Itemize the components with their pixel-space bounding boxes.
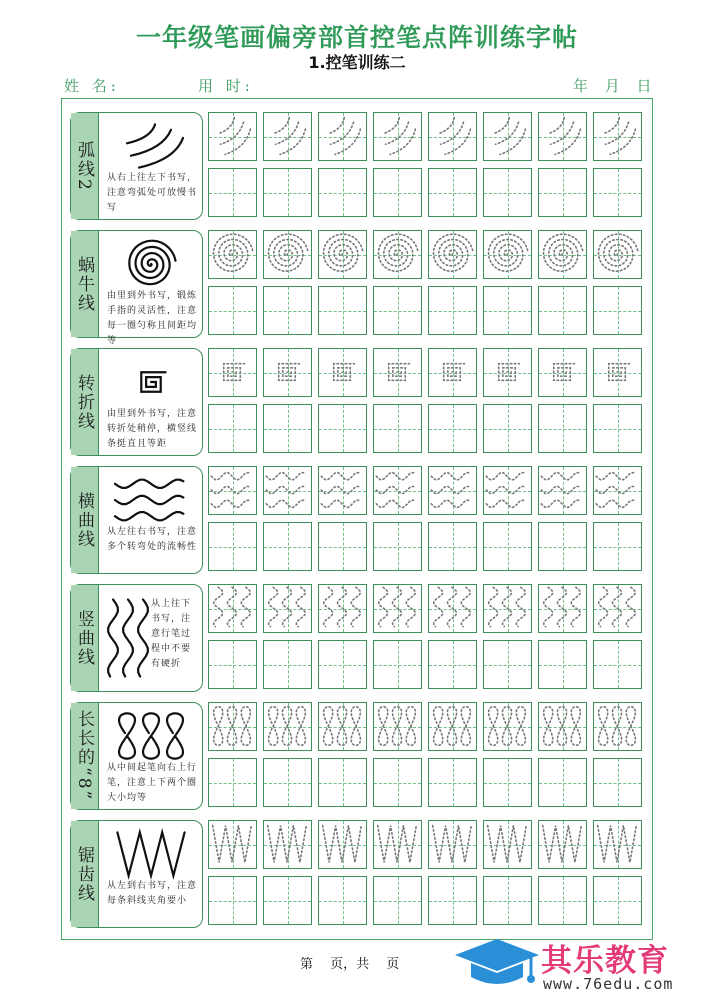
dotted-arc-strokes-icon [484, 113, 530, 159]
practice-grid [208, 112, 648, 220]
stroke-name: 长长的“8” [74, 710, 94, 802]
trace-cell[interactable] [318, 466, 367, 515]
brand-logo [451, 933, 706, 997]
zigzag-icon [111, 827, 191, 881]
arc-strokes-icon [111, 119, 191, 173]
dotted-vertical-wave-icon [429, 585, 475, 631]
trace-cell[interactable] [483, 584, 532, 633]
trace-cell[interactable] [428, 112, 477, 161]
trace-cell[interactable] [373, 466, 422, 515]
trace-cell[interactable] [538, 230, 587, 279]
trace-cell[interactable] [208, 348, 257, 397]
practice-row [70, 584, 650, 692]
stroke-name: 竖曲线 [74, 609, 94, 667]
blank-practice-cell[interactable] [373, 640, 422, 689]
stroke-name-tab [71, 585, 99, 691]
dotted-arc-strokes-icon [429, 113, 475, 159]
trace-cell[interactable] [373, 112, 422, 161]
blank-practice-cell[interactable] [318, 404, 367, 453]
dotted-spiral-icon [429, 231, 475, 277]
blank-practice-cell[interactable] [483, 876, 532, 925]
blank-practice-cell[interactable] [483, 758, 532, 807]
blank-practice-cell[interactable] [208, 404, 257, 453]
blank-practice-cell[interactable] [208, 522, 257, 571]
dotted-vertical-wave-icon [539, 585, 585, 631]
practice-grid [208, 348, 648, 456]
trace-cell[interactable] [538, 702, 587, 751]
trace-cell[interactable] [593, 584, 642, 633]
stroke-name-tab [71, 467, 99, 573]
blank-practice-cell[interactable] [373, 286, 422, 335]
practice-grid [208, 230, 648, 338]
blank-practice-cell[interactable] [428, 758, 477, 807]
stroke-name: 蜗牛线 [74, 255, 94, 313]
dotted-spiral-icon [264, 231, 310, 277]
trace-cell[interactable] [428, 230, 477, 279]
trace-cell[interactable] [428, 584, 477, 633]
blank-practice-cell[interactable] [428, 640, 477, 689]
trace-cell[interactable] [593, 702, 642, 751]
trace-cell[interactable] [538, 112, 587, 161]
blank-practice-cell[interactable] [538, 758, 587, 807]
blank-practice-cell[interactable] [263, 286, 312, 335]
trace-cell[interactable] [593, 348, 642, 397]
trace-cell[interactable] [263, 112, 312, 161]
blank-practice-cell[interactable] [208, 640, 257, 689]
trace-cell[interactable] [263, 348, 312, 397]
date-field-label: 年 月 日 [573, 77, 652, 95]
square-spiral-icon [111, 355, 191, 409]
blank-practice-cell[interactable] [373, 758, 422, 807]
dotted-zigzag-icon [209, 821, 255, 867]
logo-url: www.76edu.com [543, 975, 674, 993]
vertical-wave-icon [103, 595, 153, 685]
blank-practice-cell[interactable] [538, 286, 587, 335]
trace-cell[interactable] [428, 702, 477, 751]
spiral-icon [111, 237, 191, 291]
dotted-figure-eight-icon [209, 703, 255, 749]
practice-row [70, 820, 650, 928]
blank-practice-cell[interactable] [208, 758, 257, 807]
practice-grid [208, 820, 648, 928]
trace-cell[interactable] [373, 584, 422, 633]
trace-cell[interactable] [263, 466, 312, 515]
page-subtitle: 1.控笔训练二 [308, 53, 406, 72]
trace-cell[interactable] [263, 584, 312, 633]
trace-cell[interactable] [483, 348, 532, 397]
blank-practice-cell[interactable] [318, 522, 367, 571]
dotted-zigzag-icon [374, 821, 420, 867]
stroke-instruction: 从左到右书写，注意每条斜线夹角要小 [107, 881, 198, 906]
trace-cell[interactable] [208, 112, 257, 161]
blank-practice-cell[interactable] [263, 640, 312, 689]
blank-practice-cell[interactable] [318, 640, 367, 689]
blank-practice-cell[interactable] [593, 522, 642, 571]
stroke-name: 锯齿线 [74, 845, 94, 903]
trace-cell[interactable] [428, 466, 477, 515]
dotted-figure-eight-icon [594, 703, 640, 749]
dotted-spiral-icon [319, 231, 365, 277]
blank-practice-cell[interactable] [373, 876, 422, 925]
trace-cell[interactable] [263, 230, 312, 279]
blank-practice-cell[interactable] [318, 286, 367, 335]
dotted-arc-strokes-icon [374, 113, 420, 159]
blank-practice-cell[interactable] [318, 168, 367, 217]
dotted-vertical-wave-icon [374, 585, 420, 631]
stroke-name: 转折线 [74, 373, 94, 431]
dotted-arc-strokes-icon [539, 113, 585, 159]
trace-cell[interactable] [538, 820, 587, 869]
stroke-label-card [70, 348, 203, 456]
blank-practice-cell[interactable] [263, 404, 312, 453]
blank-practice-cell[interactable] [593, 758, 642, 807]
trace-cell[interactable] [318, 702, 367, 751]
blank-practice-cell[interactable] [428, 404, 477, 453]
dotted-zigzag-icon [539, 821, 585, 867]
dotted-spiral-icon [594, 231, 640, 277]
dotted-arc-strokes-icon [209, 113, 255, 159]
dotted-arc-strokes-icon [319, 113, 365, 159]
dotted-square-spiral-icon [484, 349, 530, 395]
trace-cell[interactable] [373, 348, 422, 397]
trace-cell[interactable] [483, 466, 532, 515]
dotted-horizontal-wave-icon [264, 467, 310, 513]
practice-grid [208, 702, 648, 810]
blank-practice-cell[interactable] [593, 404, 642, 453]
trace-cell[interactable] [373, 702, 422, 751]
dotted-horizontal-wave-icon [594, 467, 640, 513]
trace-cell[interactable] [593, 466, 642, 515]
practice-row [70, 466, 650, 574]
trace-cell[interactable] [318, 584, 367, 633]
stroke-instruction: 从中间起笔向右上行笔，注意上下两个圈大小均等 [107, 763, 198, 803]
stroke-name: 弧线2 [74, 140, 94, 192]
dotted-square-spiral-icon [319, 349, 365, 395]
dotted-figure-eight-icon [429, 703, 475, 749]
stroke-label-card [70, 112, 203, 220]
blank-practice-cell[interactable] [593, 876, 642, 925]
trace-cell[interactable] [428, 348, 477, 397]
dotted-zigzag-icon [594, 821, 640, 867]
dotted-horizontal-wave-icon [539, 467, 585, 513]
blank-practice-cell[interactable] [483, 522, 532, 571]
stroke-instruction: 从右上往左下书写，注意弯弧处可放慢书写 [107, 173, 198, 213]
dotted-zigzag-icon [264, 821, 310, 867]
page-footer: 第 页，共 页 [300, 957, 400, 972]
trace-cell[interactable] [208, 584, 257, 633]
trace-cell[interactable] [593, 112, 642, 161]
trace-cell[interactable] [593, 820, 642, 869]
stroke-name-tab [71, 821, 99, 927]
dotted-arc-strokes-icon [264, 113, 310, 159]
trace-cell[interactable] [373, 820, 422, 869]
dotted-zigzag-icon [319, 821, 365, 867]
dotted-horizontal-wave-icon [319, 467, 365, 513]
trace-cell[interactable] [318, 112, 367, 161]
practice-grid [208, 584, 648, 692]
stroke-name: 横曲线 [74, 491, 94, 549]
horizontal-wave-icon [111, 473, 191, 527]
dotted-horizontal-wave-icon [429, 467, 475, 513]
practice-grid [208, 466, 648, 574]
stroke-instruction: 从左往右书写，注意多个转弯处的流畅性 [107, 527, 198, 552]
stroke-instruction: 从上往下书写，注意行笔过程中不要有硬折 [151, 599, 192, 669]
dotted-horizontal-wave-icon [484, 467, 530, 513]
dotted-figure-eight-icon [319, 703, 365, 749]
trace-cell[interactable] [538, 348, 587, 397]
trace-cell[interactable] [208, 230, 257, 279]
blank-practice-cell[interactable] [483, 640, 532, 689]
blank-practice-cell[interactable] [263, 522, 312, 571]
trace-cell[interactable] [263, 820, 312, 869]
blank-practice-cell[interactable] [318, 758, 367, 807]
blank-practice-cell[interactable] [373, 168, 422, 217]
blank-practice-cell[interactable] [483, 168, 532, 217]
dotted-figure-eight-icon [539, 703, 585, 749]
trace-cell[interactable] [208, 820, 257, 869]
stroke-name-tab [71, 349, 99, 455]
dotted-vertical-wave-icon [209, 585, 255, 631]
dotted-square-spiral-icon [264, 349, 310, 395]
trace-cell[interactable] [538, 584, 587, 633]
practice-row [70, 230, 650, 346]
dotted-spiral-icon [484, 231, 530, 277]
stroke-instruction: 由里到外书写，锻炼手指的灵活性，注意每一圈匀称且间距均等 [107, 291, 198, 346]
stroke-label-card [70, 466, 203, 574]
trace-cell[interactable] [373, 230, 422, 279]
blank-practice-cell[interactable] [538, 640, 587, 689]
stroke-label-card [70, 702, 203, 810]
dotted-zigzag-icon [429, 821, 475, 867]
blank-practice-cell[interactable] [593, 286, 642, 335]
trace-cell[interactable] [483, 702, 532, 751]
blank-practice-cell[interactable] [208, 286, 257, 335]
dotted-horizontal-wave-icon [374, 467, 420, 513]
figure-eight-icon [111, 709, 191, 763]
blank-practice-cell[interactable] [428, 286, 477, 335]
blank-practice-cell[interactable] [428, 876, 477, 925]
page-title: 一年级笔画偏旁部首控笔点阵训练字帖 [135, 23, 578, 52]
trace-cell[interactable] [318, 348, 367, 397]
blank-practice-cell[interactable] [373, 404, 422, 453]
name-field-label: 姓 名: [64, 77, 120, 95]
dotted-vertical-wave-icon [484, 585, 530, 631]
blank-practice-cell[interactable] [593, 640, 642, 689]
blank-practice-cell[interactable] [263, 876, 312, 925]
stroke-instruction: 由里到外书写，注意转折处稍停，横竖线条挺直且等距 [107, 409, 198, 449]
blank-practice-cell[interactable] [483, 286, 532, 335]
trace-cell[interactable] [483, 112, 532, 161]
stroke-label-card [70, 584, 203, 692]
graduation-cap-icon [451, 933, 543, 997]
practice-row [70, 348, 650, 456]
trace-cell[interactable] [483, 230, 532, 279]
dotted-square-spiral-icon [209, 349, 255, 395]
blank-practice-cell[interactable] [318, 876, 367, 925]
dotted-spiral-icon [539, 231, 585, 277]
trace-cell[interactable] [538, 466, 587, 515]
stroke-name-tab [71, 703, 99, 809]
blank-practice-cell[interactable] [483, 404, 532, 453]
blank-practice-cell[interactable] [593, 168, 642, 217]
stroke-label-card [70, 820, 203, 928]
trace-cell[interactable] [593, 230, 642, 279]
trace-cell[interactable] [483, 820, 532, 869]
dotted-horizontal-wave-icon [209, 467, 255, 513]
blank-practice-cell[interactable] [538, 168, 587, 217]
dotted-square-spiral-icon [374, 349, 420, 395]
blank-practice-cell[interactable] [208, 168, 257, 217]
blank-practice-cell[interactable] [538, 404, 587, 453]
blank-practice-cell[interactable] [208, 876, 257, 925]
trace-cell[interactable] [318, 820, 367, 869]
time-field-label: 用 时: [198, 77, 254, 95]
trace-cell[interactable] [208, 702, 257, 751]
dotted-spiral-icon [209, 231, 255, 277]
blank-practice-cell[interactable] [538, 876, 587, 925]
logo-text: 其乐教育 [541, 943, 669, 979]
trace-cell[interactable] [318, 230, 367, 279]
dotted-vertical-wave-icon [319, 585, 365, 631]
blank-practice-cell[interactable] [263, 758, 312, 807]
trace-cell[interactable] [208, 466, 257, 515]
dotted-figure-eight-icon [484, 703, 530, 749]
stroke-name-tab [71, 231, 99, 337]
dotted-figure-eight-icon [374, 703, 420, 749]
dotted-vertical-wave-icon [264, 585, 310, 631]
trace-cell[interactable] [428, 820, 477, 869]
blank-practice-cell[interactable] [428, 168, 477, 217]
blank-practice-cell[interactable] [263, 168, 312, 217]
trace-cell[interactable] [263, 702, 312, 751]
dotted-square-spiral-icon [594, 349, 640, 395]
dotted-arc-strokes-icon [594, 113, 640, 159]
dotted-figure-eight-icon [264, 703, 310, 749]
stroke-name-tab [71, 113, 99, 219]
dotted-square-spiral-icon [539, 349, 585, 395]
dotted-spiral-icon [374, 231, 420, 277]
practice-row [70, 702, 650, 810]
practice-row [70, 112, 650, 220]
blank-practice-cell[interactable] [538, 522, 587, 571]
dotted-vertical-wave-icon [594, 585, 640, 631]
blank-practice-cell[interactable] [428, 522, 477, 571]
stroke-label-card [70, 230, 203, 346]
blank-practice-cell[interactable] [373, 522, 422, 571]
dotted-square-spiral-icon [429, 349, 475, 395]
dotted-zigzag-icon [484, 821, 530, 867]
